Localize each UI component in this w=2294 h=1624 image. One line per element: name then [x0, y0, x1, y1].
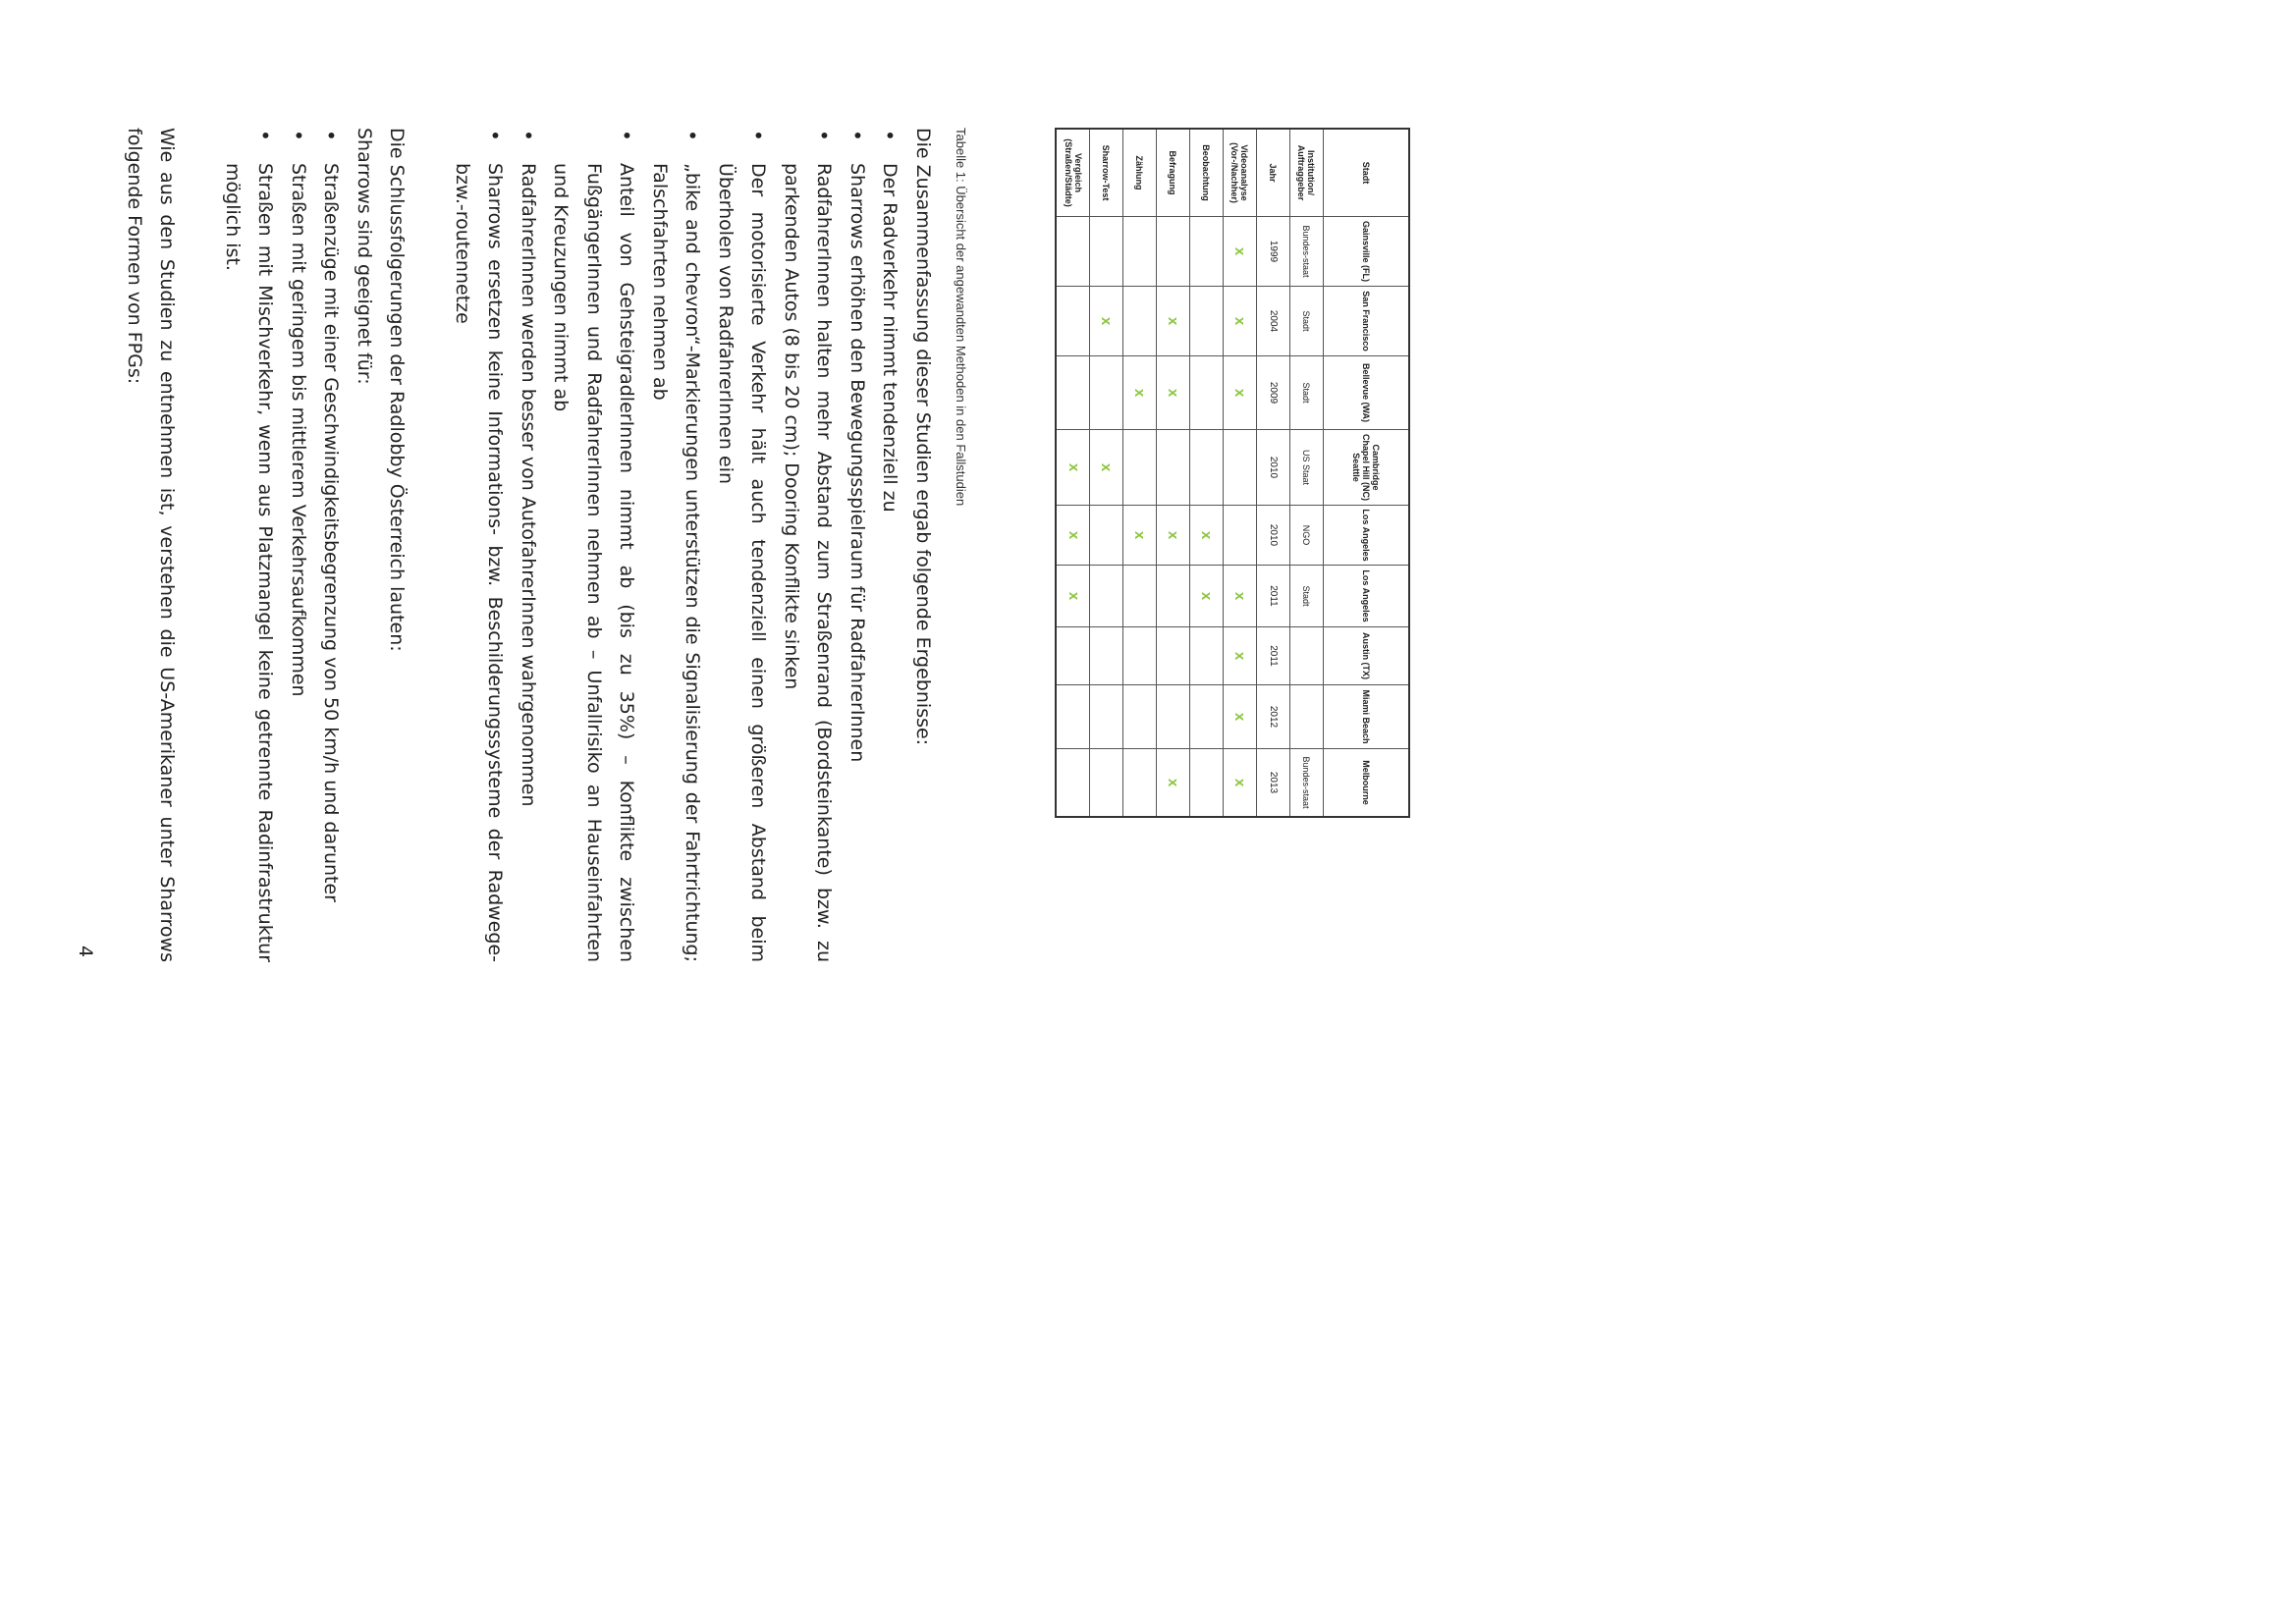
table-mark-cell: [1090, 287, 1123, 356]
table-caption: Tabelle 1: Übersicht der angewandten Methoden in den Fallstudien: [954, 128, 968, 507]
table-mark-cell: [1123, 749, 1157, 818]
table-mark-cell: [1057, 685, 1090, 749]
table-mark-cell: [1123, 685, 1157, 749]
table-mark-cell: [1224, 430, 1257, 506]
check-mark-icon: x: [1231, 388, 1249, 398]
table-mark-cell: [1123, 430, 1157, 506]
check-mark-icon: x: [1165, 530, 1182, 540]
table-city-header: Gainsville (FL): [1324, 217, 1410, 287]
table-row-label: Vergleich (Straßen/Städte): [1057, 129, 1090, 217]
list-item: • Straßenzüge mit einer Geschwindigkeitsbegrenzung von 50 km/h und darunter: [314, 128, 348, 962]
check-mark-icon: x: [1231, 316, 1249, 326]
table-mark-cell: [1157, 627, 1190, 685]
table-text-cell: [1290, 627, 1324, 685]
list-item: • Sharrows erhöhen den Bewegungsspielraum für RadfahrerInnen: [841, 128, 874, 962]
table-mark-cell: [1157, 430, 1190, 506]
table-mark-cell: [1090, 627, 1123, 685]
table-mark-cell: [1224, 287, 1257, 356]
summary-list: [446, 128, 906, 962]
check-mark-icon: x: [1198, 530, 1216, 540]
table-mark-cell: [1057, 749, 1090, 818]
table-city-header: Melbourne: [1324, 749, 1410, 818]
table-mark-cell: [1224, 356, 1257, 430]
table-year-cell: 2013: [1257, 749, 1290, 818]
table-row-label: Zählung: [1123, 129, 1157, 217]
table-row-label: Befragung: [1157, 129, 1190, 217]
table-header-label: Stadt: [1324, 129, 1410, 217]
table-text-cell: NGO: [1290, 506, 1324, 566]
check-mark-icon: x: [1231, 651, 1249, 661]
table-mark-cell: [1224, 685, 1257, 749]
summary-intro: Die Zusammenfassung dieser Studien ergab folgende Ergebnisse:: [912, 128, 934, 746]
list-item: • Anteil von GehsteigradlerInnen nimmt ab (bis zu 35%) – Konflikte zwischen FußgängerInnen und RadfahrerInnen nehmen ab – Unfallrisiko an Hauseinfahrten und Kreuzungen nimmt ab: [544, 128, 643, 962]
table-mark-cell: [1057, 356, 1090, 430]
closing-paragraph: Wie aus den Studien zu entnehmen ist, verstehen die US-Amerikaner unter Sharrows folgende Formen von FPGs:: [124, 128, 179, 962]
conclusion-list: [216, 128, 348, 962]
table-year-cell: 2010: [1257, 430, 1290, 506]
table-mark-cell: [1123, 627, 1157, 685]
table-row-label: Sharrow-Test: [1090, 129, 1123, 217]
table-city-header: Miami Beach: [1324, 685, 1410, 749]
table-row-label: Jahr: [1257, 129, 1290, 217]
table-city-header: San Francisco: [1324, 287, 1410, 356]
table-mark-cell: [1190, 217, 1224, 287]
check-mark-icon: x: [1165, 778, 1182, 787]
table-text-cell: Bundes-staat: [1290, 217, 1324, 287]
check-mark-icon: x: [1131, 530, 1149, 540]
methods-table: [1056, 128, 1411, 818]
table-mark-cell: [1090, 430, 1123, 506]
table-mark-cell: [1090, 217, 1123, 287]
page-number: 4: [75, 946, 96, 958]
table-mark-cell: [1224, 566, 1257, 627]
check-mark-icon: x: [1065, 462, 1082, 472]
table-mark-cell: [1090, 749, 1123, 818]
table-row: [1057, 129, 1090, 817]
check-mark-icon: x: [1231, 246, 1249, 256]
table-mark-cell: [1190, 627, 1224, 685]
methods-table-wrapper: [1056, 128, 1411, 818]
table-mark-cell: [1190, 506, 1224, 566]
table-city-header: Cambridge Chapel Hill (NC) Seattle: [1324, 430, 1410, 506]
table-city-header: Bellevue (WA): [1324, 356, 1410, 430]
table-mark-cell: [1057, 287, 1090, 356]
table-row: [1157, 129, 1190, 817]
list-item: • „bike and chevron“-Markierungen unterstützen die Signalisierung der Fahrtrichtung; Falschfahrten nehmen ab: [643, 128, 709, 962]
table-mark-cell: [1057, 506, 1090, 566]
table-text-cell: [1290, 685, 1324, 749]
table-city-header: Los Angeles: [1324, 566, 1410, 627]
table-row: [1123, 129, 1157, 817]
table-mark-cell: [1157, 287, 1190, 356]
table-row: [1090, 129, 1123, 817]
table-mark-cell: [1090, 356, 1123, 430]
check-mark-icon: x: [1231, 591, 1249, 601]
table-year-cell: 2009: [1257, 356, 1290, 430]
table-text-cell: Stadt: [1290, 287, 1324, 356]
table-mark-cell: [1224, 749, 1257, 818]
table-mark-cell: [1123, 356, 1157, 430]
table-mark-cell: [1057, 566, 1090, 627]
table-header-row: [1324, 129, 1410, 817]
check-mark-icon: x: [1165, 316, 1182, 326]
list-item: • Der motorisierte Verkehr hält auch tendenziell einen größeren Abstand beim Überholen von RadfahrerInnen ein: [709, 128, 775, 962]
table-year-cell: 2011: [1257, 566, 1290, 627]
document-page: [0, 0, 1528, 1082]
list-item: • RadfahrerInnen halten mehr Abstand zum Straßenrand (Bordsteinkante) bzw. zu parkenden Autos (8 bis 20 cm); Dooring Konflikte sinken: [775, 128, 841, 962]
table-mark-cell: [1157, 749, 1190, 818]
check-mark-icon: x: [1231, 712, 1249, 722]
table-row-label: Videoanalyse (Vor-/Nachher): [1224, 129, 1257, 217]
table-mark-cell: [1157, 685, 1190, 749]
table-mark-cell: [1157, 506, 1190, 566]
check-mark-icon: x: [1131, 388, 1149, 398]
table-row: [1224, 129, 1257, 817]
check-mark-icon: x: [1098, 462, 1116, 472]
table-mark-cell: [1157, 566, 1190, 627]
body-text: [118, 128, 940, 962]
table-mark-cell: [1157, 356, 1190, 430]
check-mark-icon: x: [1165, 388, 1182, 398]
table-mark-cell: [1057, 217, 1090, 287]
table-year-cell: 2004: [1257, 287, 1290, 356]
table-mark-cell: [1123, 217, 1157, 287]
table-mark-cell: [1057, 627, 1090, 685]
table-mark-cell: [1190, 685, 1224, 749]
table-mark-cell: [1190, 356, 1224, 430]
table-mark-cell: [1190, 287, 1224, 356]
table-mark-cell: [1123, 566, 1157, 627]
table-mark-cell: [1090, 566, 1123, 627]
list-item: • Straßen mit geringem bis mittlerem Verkehrsaufkommen: [282, 128, 315, 962]
conclusion-intro: Die Schlussfolgerungen der Radlobby Österreich lauten:: [386, 128, 409, 652]
table-year-cell: 1999: [1257, 217, 1290, 287]
table-year-cell: 2010: [1257, 506, 1290, 566]
table-mark-cell: [1057, 430, 1090, 506]
table-mark-cell: [1224, 217, 1257, 287]
list-item: • Sharrows ersetzen keine Informations- bzw. Beschilderungssysteme der Radwege- bzw.-routennetze: [446, 128, 512, 962]
check-mark-icon: x: [1098, 316, 1116, 326]
table-city-header: Los Angeles: [1324, 506, 1410, 566]
check-mark-icon: x: [1065, 591, 1082, 601]
table-mark-cell: [1123, 506, 1157, 566]
list-item: • RadfahrerInnen werden besser von AutofahrerInnen wahrgenommen: [512, 128, 545, 962]
table-row-label: Beobachtung: [1190, 129, 1224, 217]
table-mark-cell: [1190, 566, 1224, 627]
table-mark-cell: [1123, 287, 1157, 356]
check-mark-icon: x: [1198, 591, 1216, 601]
list-item: • Der Radverkehr nimmt tendenziell zu: [873, 128, 906, 962]
list-item: • Straßen mit Mischverkehr, wenn aus Platzmangel keine getrennte Radinfrastruktur möglich ist.: [216, 128, 282, 962]
table-mark-cell: [1224, 627, 1257, 685]
table-mark-cell: [1190, 430, 1224, 506]
table-row-label: Institution/ Auftraggeber: [1290, 129, 1324, 217]
check-mark-icon: x: [1065, 530, 1082, 540]
check-mark-icon: x: [1231, 778, 1249, 787]
table-row: [1290, 129, 1324, 817]
conclusion-subheading: Sharrows sind geeignet für:: [354, 128, 375, 385]
table-year-cell: 2012: [1257, 685, 1290, 749]
table-mark-cell: [1190, 749, 1224, 818]
table-mark-cell: [1090, 685, 1123, 749]
table-text-cell: Bundes-staat: [1290, 749, 1324, 818]
table-text-cell: US Staat: [1290, 430, 1324, 506]
table-mark-cell: [1157, 217, 1190, 287]
table-mark-cell: [1090, 506, 1123, 566]
table-city-header: Austin (TX): [1324, 627, 1410, 685]
table-year-cell: 2011: [1257, 627, 1290, 685]
table-row: [1257, 129, 1290, 817]
table-row: [1190, 129, 1224, 817]
table-mark-cell: [1224, 506, 1257, 566]
table-text-cell: Stadt: [1290, 566, 1324, 627]
table-text-cell: Stadt: [1290, 356, 1324, 430]
